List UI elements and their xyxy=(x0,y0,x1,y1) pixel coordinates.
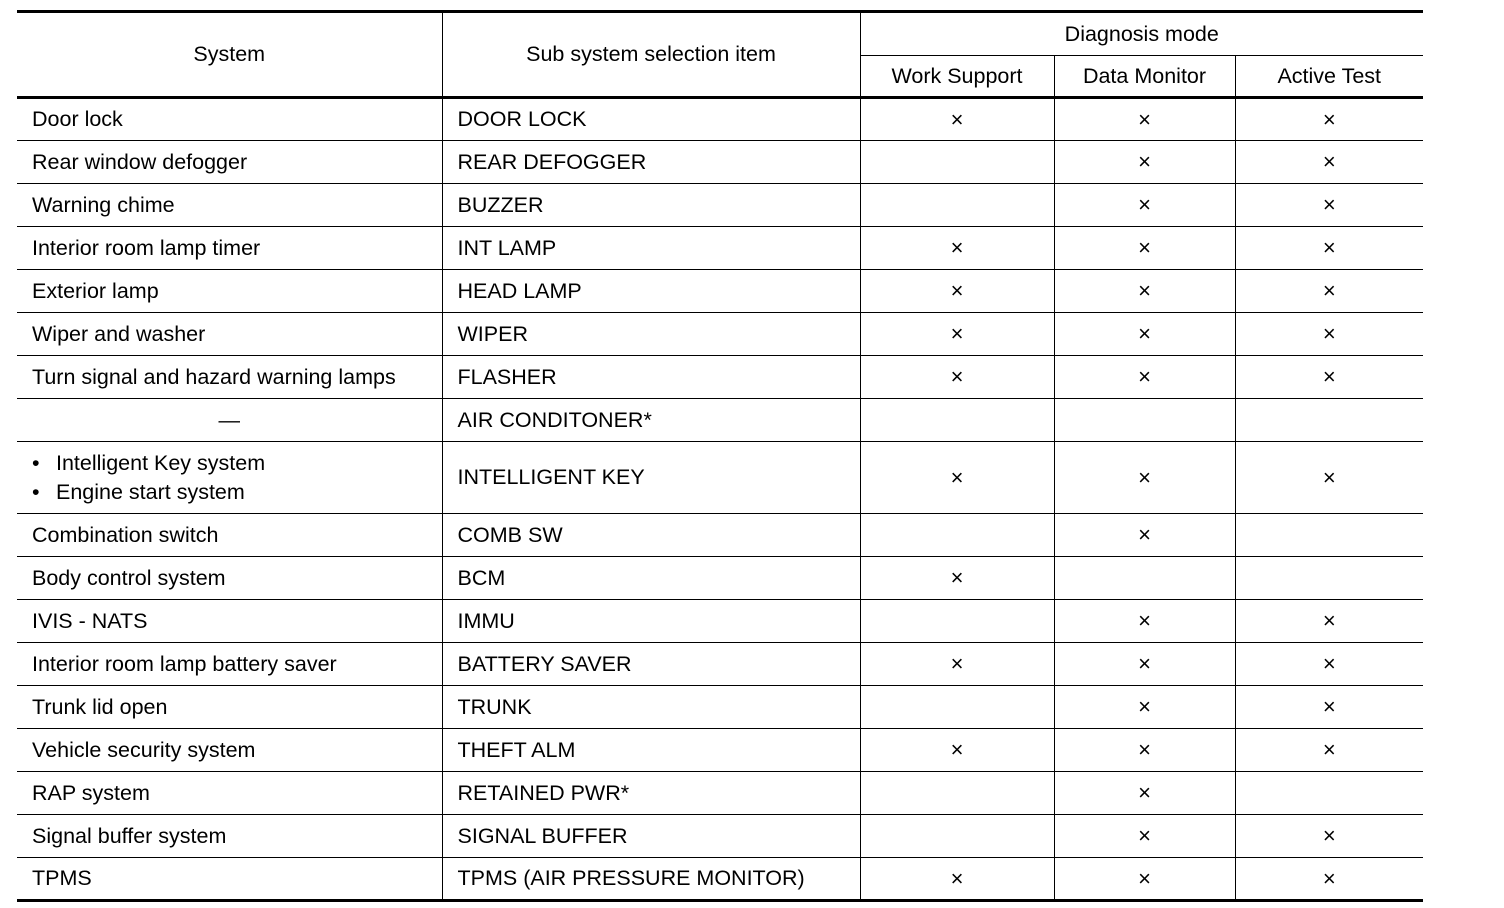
system-cell: Combination switch xyxy=(17,514,442,557)
sub-system-cell: COMB SW xyxy=(442,514,860,557)
active-test-mark: × xyxy=(1235,643,1423,686)
sub-system-cell: RETAINED PWR* xyxy=(442,772,860,815)
table-row xyxy=(17,686,1423,729)
system-cell: Wiper and washer xyxy=(17,313,442,356)
active-test-mark xyxy=(1235,399,1423,442)
sub-system-cell: IMMU xyxy=(442,600,860,643)
active-test-mark: × xyxy=(1235,858,1423,901)
data-monitor-mark: × xyxy=(1054,815,1235,858)
header-data-monitor: Data Monitor xyxy=(1054,56,1235,98)
system-list-item: • Intelligent Key system xyxy=(32,449,442,478)
work-support-mark: × xyxy=(860,270,1054,313)
system-cell xyxy=(17,442,442,514)
work-support-mark xyxy=(860,514,1054,557)
sub-system-cell: HEAD LAMP xyxy=(442,270,860,313)
data-monitor-mark xyxy=(1054,557,1235,600)
table-row xyxy=(17,643,1423,686)
work-support-mark xyxy=(860,399,1054,442)
data-monitor-mark: × xyxy=(1054,858,1235,901)
sub-system-cell: INTELLIGENT KEY xyxy=(442,442,860,514)
sub-system-cell: BATTERY SAVER xyxy=(442,643,860,686)
active-test-mark xyxy=(1235,557,1423,600)
system-cell: — xyxy=(17,399,442,442)
header-active-test: Active Test xyxy=(1235,56,1423,98)
data-monitor-mark: × xyxy=(1054,600,1235,643)
system-cell: Interior room lamp battery saver xyxy=(17,643,442,686)
system-cell: TPMS xyxy=(17,858,442,901)
active-test-mark: × xyxy=(1235,356,1423,399)
system-cell: Rear window defogger xyxy=(17,141,442,184)
system-cell: Exterior lamp xyxy=(17,270,442,313)
work-support-mark xyxy=(860,600,1054,643)
work-support-mark xyxy=(860,184,1054,227)
active-test-mark: × xyxy=(1235,815,1423,858)
diagnosis-mode-table xyxy=(17,10,1423,902)
table-row xyxy=(17,313,1423,356)
work-support-mark: × xyxy=(860,313,1054,356)
active-test-mark: × xyxy=(1235,227,1423,270)
work-support-mark: × xyxy=(860,557,1054,600)
work-support-mark: × xyxy=(860,858,1054,901)
table-row xyxy=(17,600,1423,643)
active-test-mark: × xyxy=(1235,729,1423,772)
sub-system-cell: INT LAMP xyxy=(442,227,860,270)
table-row xyxy=(17,514,1423,557)
data-monitor-mark: × xyxy=(1054,514,1235,557)
data-monitor-mark: × xyxy=(1054,141,1235,184)
data-monitor-mark: × xyxy=(1054,270,1235,313)
active-test-mark: × xyxy=(1235,600,1423,643)
active-test-mark: × xyxy=(1235,313,1423,356)
sub-system-cell: AIR CONDITONER* xyxy=(442,399,860,442)
system-cell: Trunk lid open xyxy=(17,686,442,729)
system-cell: Interior room lamp timer xyxy=(17,227,442,270)
system-cell: RAP system xyxy=(17,772,442,815)
header-sub-system: Sub system selection item xyxy=(442,12,860,98)
active-test-mark: × xyxy=(1235,686,1423,729)
header-work-support: Work Support xyxy=(860,56,1054,98)
data-monitor-mark: × xyxy=(1054,686,1235,729)
table-row xyxy=(17,356,1423,399)
work-support-mark: × xyxy=(860,356,1054,399)
active-test-mark xyxy=(1235,772,1423,815)
sub-system-cell: THEFT ALM xyxy=(442,729,860,772)
active-test-mark: × xyxy=(1235,184,1423,227)
work-support-mark: × xyxy=(860,98,1054,141)
sub-system-cell: BCM xyxy=(442,557,860,600)
sub-system-cell: BUZZER xyxy=(442,184,860,227)
active-test-mark: × xyxy=(1235,270,1423,313)
table-body xyxy=(17,98,1423,901)
active-test-mark: × xyxy=(1235,442,1423,514)
active-test-mark: × xyxy=(1235,141,1423,184)
table-row xyxy=(17,141,1423,184)
data-monitor-mark: × xyxy=(1054,227,1235,270)
data-monitor-mark: × xyxy=(1054,98,1235,141)
table-row xyxy=(17,858,1423,901)
work-support-mark: × xyxy=(860,643,1054,686)
active-test-mark xyxy=(1235,514,1423,557)
sub-system-cell: TRUNK xyxy=(442,686,860,729)
table-row xyxy=(17,772,1423,815)
data-monitor-mark: × xyxy=(1054,313,1235,356)
data-monitor-mark: × xyxy=(1054,643,1235,686)
system-cell: IVIS - NATS xyxy=(17,600,442,643)
data-monitor-mark: × xyxy=(1054,729,1235,772)
work-support-mark xyxy=(860,772,1054,815)
sub-system-cell: REAR DEFOGGER xyxy=(442,141,860,184)
sub-system-cell: TPMS (AIR PRESSURE MONITOR) xyxy=(442,858,860,901)
work-support-mark: × xyxy=(860,442,1054,514)
work-support-mark xyxy=(860,141,1054,184)
data-monitor-mark: × xyxy=(1054,356,1235,399)
system-list xyxy=(32,449,442,507)
data-monitor-mark xyxy=(1054,399,1235,442)
system-cell: Warning chime xyxy=(17,184,442,227)
table-row xyxy=(17,184,1423,227)
table-row xyxy=(17,729,1423,772)
work-support-mark: × xyxy=(860,729,1054,772)
sub-system-cell: WIPER xyxy=(442,313,860,356)
table-row xyxy=(17,442,1423,514)
data-monitor-mark: × xyxy=(1054,442,1235,514)
header-system: System xyxy=(17,12,442,98)
work-support-mark: × xyxy=(860,227,1054,270)
sub-system-cell: DOOR LOCK xyxy=(442,98,860,141)
sub-system-cell: SIGNAL BUFFER xyxy=(442,815,860,858)
table-row xyxy=(17,227,1423,270)
data-monitor-mark: × xyxy=(1054,772,1235,815)
system-cell: Turn signal and hazard warning lamps xyxy=(17,356,442,399)
table-row xyxy=(17,399,1423,442)
system-cell: Body control system xyxy=(17,557,442,600)
system-cell: Vehicle security system xyxy=(17,729,442,772)
table-row xyxy=(17,270,1423,313)
system-list-item: • Engine start system xyxy=(32,478,442,507)
table-row xyxy=(17,815,1423,858)
work-support-mark xyxy=(860,815,1054,858)
header-diagnosis-mode: Diagnosis mode xyxy=(860,12,1423,56)
system-cell: Door lock xyxy=(17,98,442,141)
system-cell: Signal buffer system xyxy=(17,815,442,858)
table-row xyxy=(17,557,1423,600)
sub-system-cell: FLASHER xyxy=(442,356,860,399)
table-row xyxy=(17,98,1423,141)
active-test-mark: × xyxy=(1235,98,1423,141)
data-monitor-mark: × xyxy=(1054,184,1235,227)
work-support-mark xyxy=(860,686,1054,729)
